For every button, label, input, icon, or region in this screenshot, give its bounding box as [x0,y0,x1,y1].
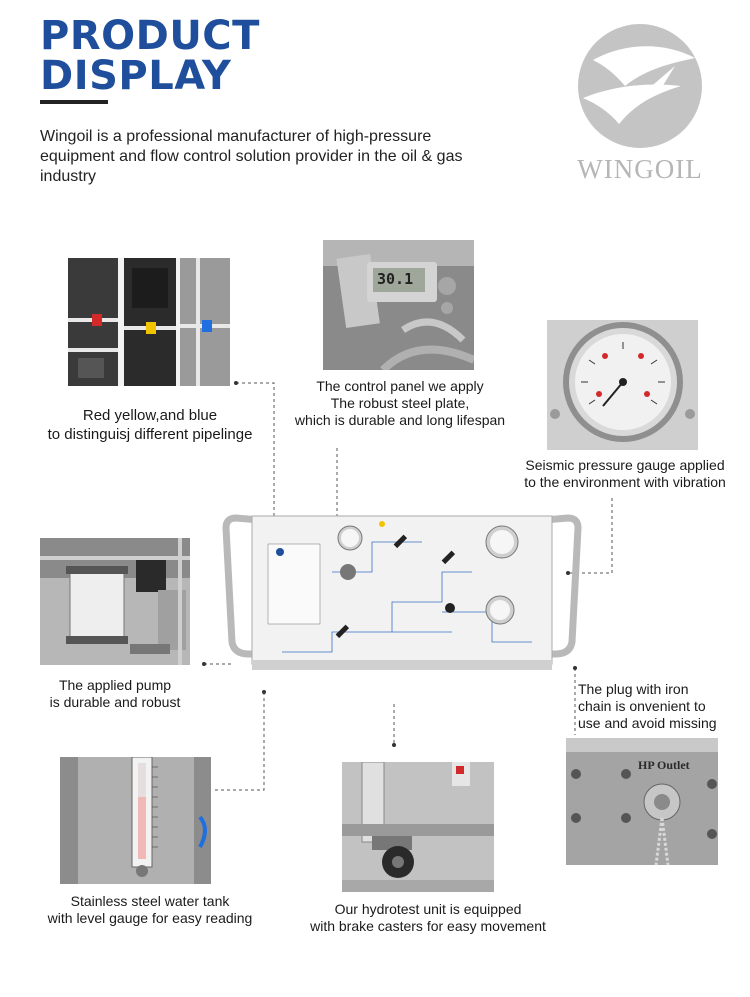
pressure-gauge-photo [547,320,698,450]
page-title [40,13,260,99]
water-tank-photo [60,757,211,884]
tank-caption: Stainless steel water tank with level gauge for easy reading [47,893,253,926]
title-line-1: PRODUCT [40,13,260,59]
caliper-display-text: 30.1 [377,270,414,288]
plug-caption: The plug with iron chain is onvenient to use and avoid missing [578,681,717,731]
plug-plate-label: HP Outlet [638,758,690,772]
title-underline [40,100,108,104]
gauge-caption: Seismic pressure gauge applied to the environment with vibration [524,457,726,490]
logo-wordmark: WINGOIL [577,154,703,184]
caliper-photo [323,240,474,370]
pump-caption: The applied pump is durable and robust [49,677,181,710]
pump-photo [40,538,190,665]
control-panel-caption: The control panel we apply The robust steel plate, which is durable and long lifespan [294,378,506,428]
caster-photo [342,762,494,892]
pipeline-caption: Red yellow,and blue to distinguisj different pipelinge [47,407,253,443]
plug-photo [566,738,718,865]
pipeline-photo [68,258,230,386]
hydrotest-unit-panel [222,512,582,672]
casters-caption: Our hydrotest unit is equipped with brake casters for easy movement [310,901,546,934]
logo-emblem-icon [555,20,725,160]
wingoil-logo [555,20,725,190]
title-line-2: DISPLAY [40,53,232,99]
intro-text: Wingoil is a professional manufacturer of high-pressure equipment and flow control solution provider in the oil & gas industry [40,128,463,185]
